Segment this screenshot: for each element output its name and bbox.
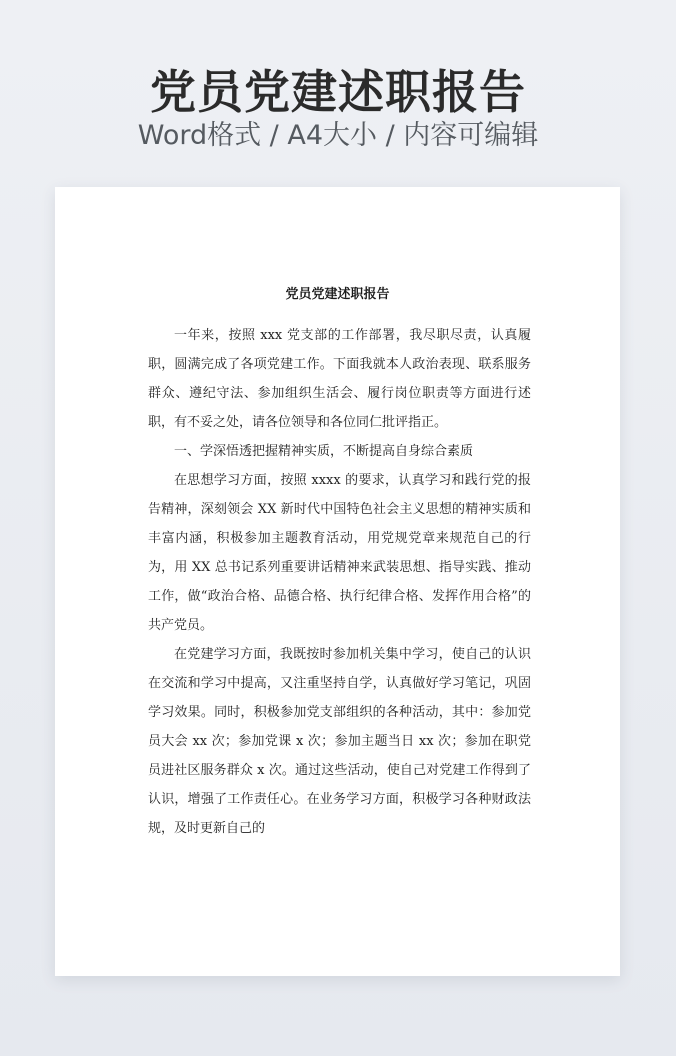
document-title: 党员党建述职报告 — [285, 287, 390, 302]
document-body — [148, 321, 531, 843]
banner-subtitle: Word格式 / A4大小 / 内容可编辑 — [137, 120, 539, 151]
paragraph-ideological-study: 在思想学习方面，按照 xxxx 的要求，认真学习和践行党的报告精神，深刻领会 XX 新时代中国特色社会主义思想的精神实质和丰富内涵，积极参加主题教育活动，用党规党章来规范自己的行为，用 XX 总书记系列重要讲话精神来武装思想、指导实践、推动工作，做“政治合格、品德合格、执行纪律合格、发挥作用合格”的共产党员。 — [148, 473, 531, 633]
document-page — [55, 187, 620, 976]
paragraph-intro: 一年来，按照 xxx 党支部的工作部署，我尽职尽责，认真履职，圆满完成了各项党建工作。下面我就本人政治表现、联系服务群众、遵纪守法、参加组织生活会、履行岗位职责等方面进行述职，有不妥之处，请各位领导和各位同仁批评指正。 — [148, 328, 531, 430]
paragraph-party-study: 在党建学习方面，我既按时参加机关集中学习，使自己的认识在交流和学习中提高，又注重坚持自学，认真做好学习笔记，巩固学习效果。同时，积极参加党支部组织的各种活动，其中：参加党员大会 xx 次；参加党课 x 次；参加主题当日 xx 次；参加在职党员进社区服务群众 x 次。通过这些活动，使自己对党建工作得到了认识，增强了工作责任心。在业务学习方面，积极学习各种财政法规，及时更新自己的 — [148, 647, 531, 836]
section-heading-1: 一、学深悟透把握精神实质，不断提高自身综合素质 — [174, 444, 474, 459]
banner-title: 党员党建述职报告 — [150, 65, 526, 119]
